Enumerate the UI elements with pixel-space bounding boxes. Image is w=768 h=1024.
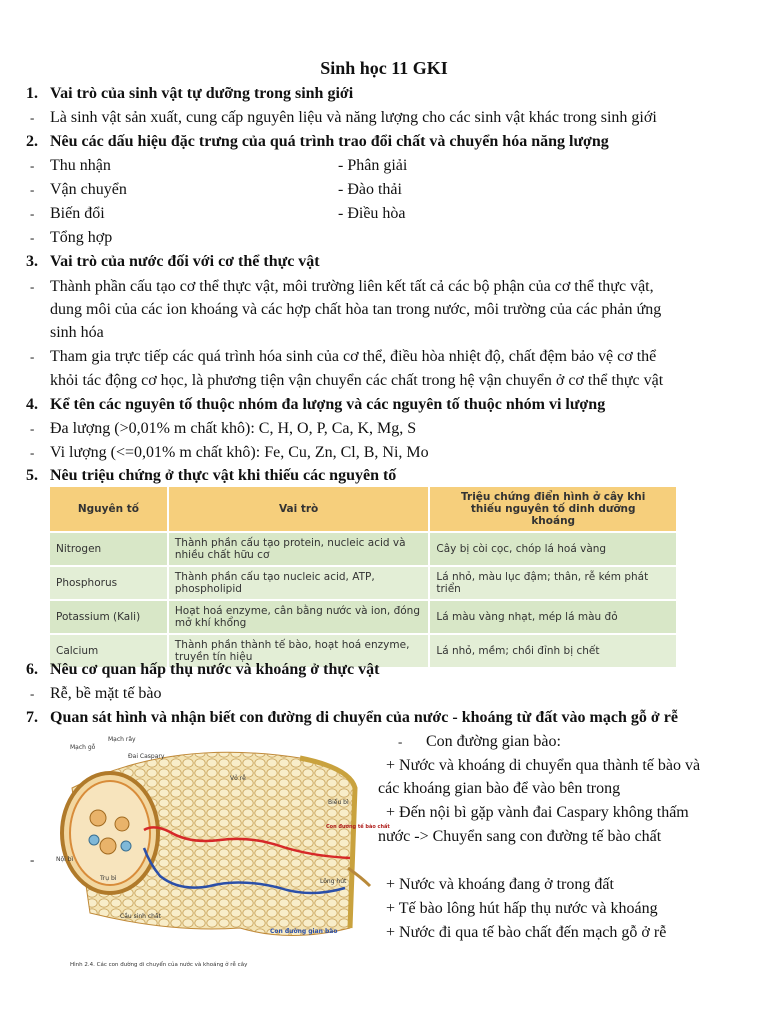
- table-row: Calcium Thành phần thành tế bào, hoạt hoá enzyme, truyền tín hiệu Lá nhỏ, mềm; chồi đỉnh bị chết: [50, 634, 677, 667]
- table-header: Vai trò: [168, 487, 430, 532]
- label-mach-go: Mạch gỗ: [70, 744, 96, 751]
- document-title: Sinh học 11 GKI: [320, 58, 448, 78]
- table-row: Potassium (Kali) Hoạt hoá enzyme, cân bằng nước và ion, đóng mở khí khổng Lá màu vàng nhạt, mép lá màu đỏ: [50, 600, 677, 634]
- table-row: Nitrogen Thành phần cấu tạo protein, nucleic acid và nhiều chất hữu cơ Cây bị còi cọc, chóp lá hoá vàng: [50, 532, 677, 566]
- label-tru-bi: Trụ bì: [100, 875, 117, 882]
- table-header: Nguyên tố: [50, 487, 168, 532]
- table-header-row: [50, 487, 677, 532]
- table-row: Phosphorus Thành phần cấu tạo nucleic acid, ATP, phospholipid Lá nhỏ, màu lục đậm; thân, rễ kém phát triển: [50, 566, 677, 600]
- document-page: Sinh học 11 GKI 1. Vai trò của sinh vật tự dưỡng trong sinh giới - Là sinh vật sản xuất, cung cấp nguyên liệu và năng lượng cho các sinh vật khác trong sinh giới 2. Nêu các dấu hiệu đặc trưng của quá trình trao đổi chất và chuyển hóa năng lượng - Thu nhận - Phân giải - Vận chuyển - Đào thải - Biến đổi - Điều hòa - Tổng hợp 3. Vai trò của nước đối với cơ thể thực vật - Thành phần cấu tạo cơ thể thực vật, môi trường liên kết tất cả các bộ phận của cơ thể thực vật, dung môi của các ion khoáng và các hợp chất hòa tan trong nước, môi trường của các phản ứng sinh hóa - Tham gia trực tiếp các quá trình hóa sinh của cơ thể, điều hòa nhiệt độ, chất đệm bảo vệ cơ thể khỏi tác động cơ học, là phương tiện vận chuyển các chất trong hệ vận chuyển ở cơ thể thực vật 4. Kể tên các nguyên tố thuộc nhóm đa lượng và các nguyên tố thuộc nhóm vi lượng - Đa lượng (>0,01% m chất khô): C, H, O, P, Ca, K, Mg, S - Vi lượng (<=0,01% m chất khô): Fe, Cu, Zn, Cl, B, Ni, Mo 5. Nêu triệu chứng ở thực vật khi thiếu các nguyên tố Nguyên tố Vai trò Triệu chứng điển hình ở cây khi thiếu nguyên tố dinh dưỡng khoáng Nitrogen Thành phần cấu tạo protein, nucleic acid và nhiều chất hữu cơ Cây bị còi cọc, chóp lá hoá vàng Phosphorus Thành phần cấu tạo nucleic acid, ATP, phospholipid Lá nhỏ, màu lục đậm; thân, rễ kém phát triển Potassium (Kali) Hoạt hoá enzyme, cân bằng nước và ion, đóng mở khí khổng Lá màu vàng nhạt, mép lá màu đỏ Calcium Thành phần thành tế bào, hoạt hoá enzyme, truyền tín hiệu Lá nhỏ, mềm; chồi đỉnh bị chết 6. Nêu cơ quan hấp thụ nước và khoáng ở thực vật - Rễ, bề mặt tế bào 7. Quan sát hình và nhận biết con đường di chuyển của nước - khoáng từ đất vào mạch gỗ ở rễ - Mạch gỗ Mạch rây Đai Caspary Vỏ rễ Biểu bì Con đường tế bào chất Nội bì Trụ bì Lông hút Cầu sinh chất Con đường gian bào Hình 2.4. Các con đường di chuyển của nước và khoáng ở rễ cây - Con đường gian bào: + Nước và khoáng di chuyển qua thành tế bào và các khoáng gian bào để vào bên trong + Đến nội bì gặp vành đai Caspary không thấm nước -> Chuyển sang con đường tế bào chất + Nước và khoáng đang ở trong đất + Tế bào lông hút hấp thụ nước và khoáng + Nước đi qua tế bào chất đến mạch gỗ ở rễ: [0, 0, 768, 1024]
- label-bieu-bi: Biểu bì: [328, 799, 349, 806]
- root-cross-section-figure: [50, 728, 390, 978]
- table-header: Triệu chứng điển hình ở cây khi thiếu nguyên tố dinh dưỡng khoáng: [429, 487, 677, 532]
- label-mach-ray: Mạch rây: [108, 736, 136, 743]
- label-vo-re: Vỏ rễ: [230, 775, 246, 782]
- label-cau-sinh-chat: Cầu sinh chất: [120, 913, 162, 920]
- label-con-duong-te-bao-chat: Con đường tế bào chất: [326, 824, 390, 830]
- label-con-duong-gian-bao: Con đường gian bào: [270, 928, 338, 935]
- label-dai-caspary: Đai Caspary: [128, 753, 165, 760]
- label-long-hut: Lông hút: [320, 878, 347, 885]
- figure-caption: Hình 2.4. Các con đường di chuyển của nước và khoáng ở rễ cây: [70, 962, 248, 968]
- route-heading: Con đường gian bào:: [426, 733, 561, 750]
- label-noi-bi: Nội bì: [56, 856, 74, 863]
- nutrient-table: [50, 487, 678, 667]
